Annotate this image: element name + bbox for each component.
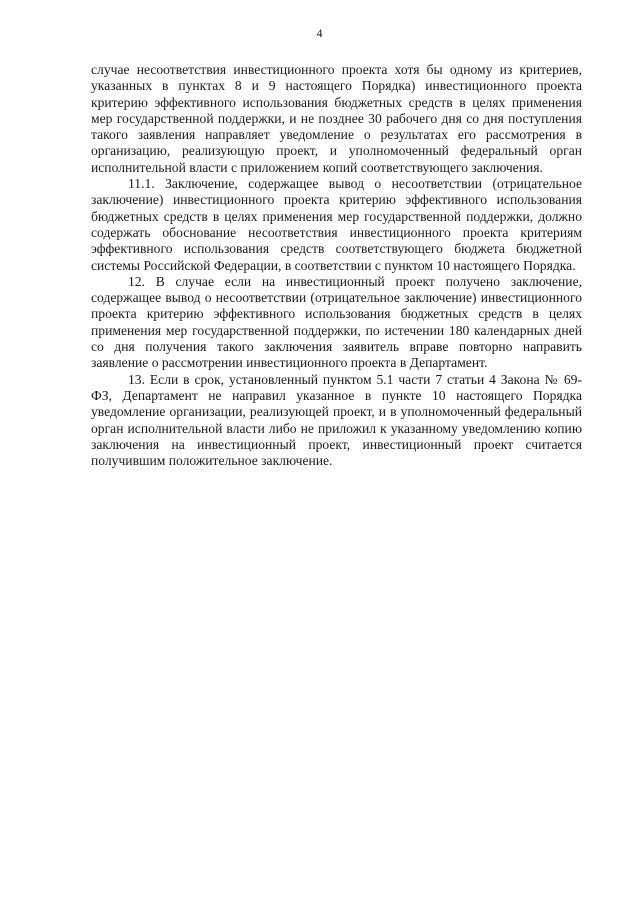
paragraph-12: 12. В случае если на инвестиционный проект получено заключение, содержащее вывод о несоответствии (отрицательное заключение) инвестиционного проекта критерию эффективного использования бюджетных средств в целях применения мер государственной поддержки, по истечении 180 календарных дней со дня получения такого заключения заявитель вправе повторно направить заявление о рассмотрении инвестиционного проекта в Департамент. xyxy=(91,273,582,371)
page-number: 4 xyxy=(316,26,323,40)
document-body xyxy=(91,62,582,469)
paragraph-continuation: случае несоответствия инвестиционного проекта хотя бы одному из критериев, указанных в пунктах 8 и 9 настоящего Порядка) инвестиционного проекта критерию эффективного использования бюджетных средств в целях применения мер государственной поддержки, и не позднее 30 рабочего дня со дня поступления такого заявления направляет уведомление о результатах его рассмотрения в организацию, реализующую проект, и уполномоченный федеральный орган исполнительной власти с приложением копий соответствующего заключения. xyxy=(91,62,582,175)
paragraph-13: 13. Если в срок, установленный пунктом 5.1 части 7 статьи 4 Закона № 69-ФЗ, Департамент не направил указанное в пункте 10 настоящего Порядка уведомление организации, реализующей проект, и в уполномоченный федеральный орган исполнительной власти либо не приложил к указанному уведомлению копию заключения на инвестиционный проект, инвестиционный проект считается получившим положительное заключение. xyxy=(91,371,582,469)
paragraph-11-1: 11.1. Заключение, содержащее вывод о несоответствии (отрицательное заключение) инвестиционного проекта критерию эффективного использования бюджетных средств в целях применения мер государственной поддержки, должно содержать обоснование несоответствия инвестиционного проекта критериям эффективного использования средств соответствующего бюджета бюджетной системы Российской Федерации, в соответствии с пунктом 10 настоящего Порядка. xyxy=(91,176,582,273)
